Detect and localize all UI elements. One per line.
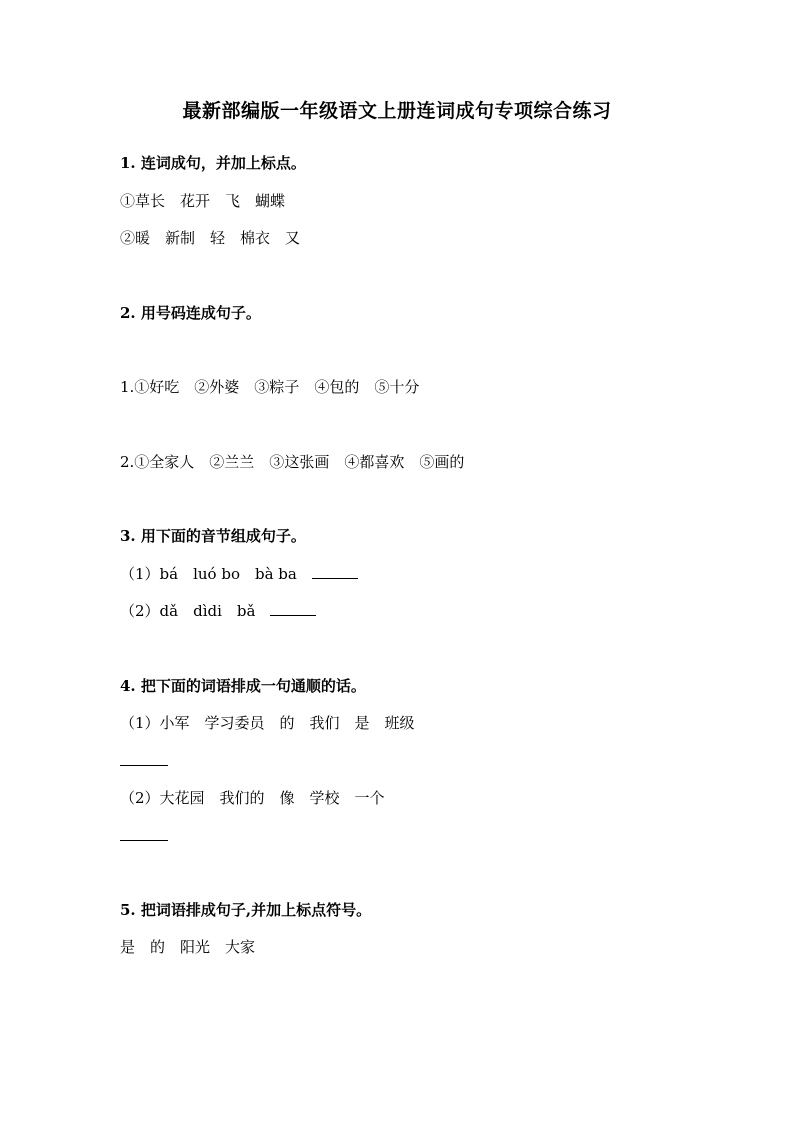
- answer-blank[interactable]: [120, 826, 168, 841]
- answer-blank[interactable]: [312, 564, 358, 579]
- q4-answer-line-1: [120, 751, 168, 771]
- q1-heading: 1. 连词成句，并加上标点。: [120, 154, 306, 172]
- q4-line-2: （2）大花园 我们的 像 学校 一个: [120, 789, 385, 807]
- page-title: 最新部编版一年级语文上册连词成句专项综合练习: [182, 100, 612, 122]
- q1-line-2: ②暖 新制 轻 棉衣 又: [120, 229, 301, 247]
- q4-heading: 4. 把下面的词语排成一句通顺的话。: [120, 677, 366, 695]
- q2-line-1: 1.①好吃 ②外婆 ③粽子 ④包的 ⑤十分: [120, 378, 420, 396]
- q5-heading: 5. 把词语排成句子,并加上标点符号。: [120, 901, 372, 919]
- q1-line-1: ①草长 花开 飞 蝴蝶: [120, 192, 286, 210]
- q4-answer-line-2: [120, 826, 168, 846]
- q2-line-2: 2.①全家人 ②兰兰 ③这张画 ④都喜欢 ⑤画的: [120, 453, 465, 471]
- q2-heading: 2. 用号码连成句子。: [120, 304, 261, 322]
- answer-blank[interactable]: [270, 601, 316, 616]
- q3-line-2: [120, 601, 316, 621]
- q4-line-1: （1）小军 学习委员 的 我们 是 班级: [120, 714, 415, 732]
- q3-syllables-1: （1）bá luó bo bà ba: [120, 565, 297, 583]
- q3-line-1: [120, 564, 358, 584]
- q3-syllables-2: （2）dǎ dìdi bǎ: [120, 602, 256, 620]
- q3-heading: 3. 用下面的音节组成句子。: [120, 527, 306, 545]
- q5-line-1: 是 的 阳光 大家: [120, 938, 256, 956]
- answer-blank[interactable]: [120, 751, 168, 766]
